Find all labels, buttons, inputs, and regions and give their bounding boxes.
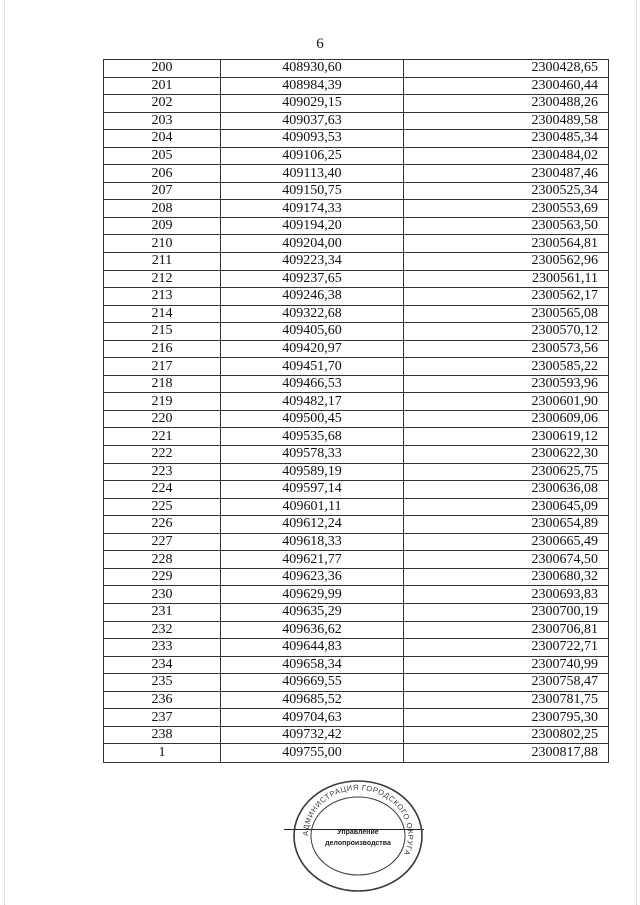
- stamp-line-1: Управление: [337, 829, 379, 836]
- x-coordinate-cell: 409322,68: [221, 305, 404, 323]
- point-number-cell: 215: [104, 323, 221, 341]
- table-row: [104, 568, 609, 586]
- x-coordinate-cell: 409150,75: [221, 182, 404, 200]
- point-number-cell: 217: [104, 358, 221, 376]
- x-coordinate-cell: 409669,55: [221, 674, 404, 692]
- table-row: [104, 691, 609, 709]
- x-coordinate-cell: 409174,33: [221, 200, 404, 218]
- y-coordinate-cell: 2300489,58: [404, 112, 609, 130]
- x-coordinate-cell: 409635,29: [221, 603, 404, 621]
- y-coordinate-cell: 2300485,34: [404, 130, 609, 148]
- point-number-cell: 203: [104, 112, 221, 130]
- y-coordinate-cell: 2300585,22: [404, 358, 609, 376]
- point-number-cell: 237: [104, 709, 221, 727]
- x-coordinate-cell: 409732,42: [221, 726, 404, 744]
- x-coordinate-cell: 408984,39: [221, 77, 404, 95]
- y-coordinate-cell: 2300564,81: [404, 235, 609, 253]
- table-row: [104, 674, 609, 692]
- point-number-cell: 221: [104, 428, 221, 446]
- y-coordinate-cell: 2300553,69: [404, 200, 609, 218]
- point-number-cell: 210: [104, 235, 221, 253]
- point-number-cell: 225: [104, 498, 221, 516]
- x-coordinate-cell: 409612,24: [221, 516, 404, 534]
- y-coordinate-cell: 2300562,96: [404, 253, 609, 271]
- x-coordinate-cell: 409597,14: [221, 481, 404, 499]
- table-row: [104, 481, 609, 499]
- coordinates-table: [103, 59, 609, 763]
- y-coordinate-cell: 2300525,34: [404, 182, 609, 200]
- point-number-cell: 226: [104, 516, 221, 534]
- table-row: [104, 410, 609, 428]
- table-row: [104, 112, 609, 130]
- table-row: [104, 323, 609, 341]
- table-row: [104, 217, 609, 235]
- x-coordinate-cell: 409037,63: [221, 112, 404, 130]
- y-coordinate-cell: 2300665,49: [404, 533, 609, 551]
- y-coordinate-cell: 2300563,50: [404, 217, 609, 235]
- point-number-cell: 202: [104, 95, 221, 113]
- x-coordinate-cell: 409685,52: [221, 691, 404, 709]
- table-row: [104, 639, 609, 657]
- table-row: [104, 586, 609, 604]
- official-stamp: [290, 778, 426, 894]
- table-row: [104, 533, 609, 551]
- point-number-cell: 214: [104, 305, 221, 323]
- x-coordinate-cell: 409420,97: [221, 340, 404, 358]
- x-coordinate-cell: 409629,99: [221, 586, 404, 604]
- table-row: [104, 446, 609, 464]
- table-row: [104, 603, 609, 621]
- y-coordinate-cell: 2300622,30: [404, 446, 609, 464]
- point-number-cell: 204: [104, 130, 221, 148]
- x-coordinate-cell: 409636,62: [221, 621, 404, 639]
- y-coordinate-cell: 2300601,90: [404, 393, 609, 411]
- y-coordinate-cell: 2300706,81: [404, 621, 609, 639]
- point-number-cell: 230: [104, 586, 221, 604]
- point-number-cell: 212: [104, 270, 221, 288]
- y-coordinate-cell: 2300487,46: [404, 165, 609, 183]
- point-number-cell: 211: [104, 253, 221, 271]
- table-row: [104, 130, 609, 148]
- point-number-cell: 201: [104, 77, 221, 95]
- table-row: [104, 235, 609, 253]
- point-number-cell: 213: [104, 288, 221, 306]
- table-row: [104, 551, 609, 569]
- point-number-cell: 238: [104, 726, 221, 744]
- table-row: [104, 498, 609, 516]
- x-coordinate-cell: 409704,63: [221, 709, 404, 727]
- point-number-cell: 236: [104, 691, 221, 709]
- table-row: [104, 726, 609, 744]
- table-row: [104, 288, 609, 306]
- table-row: [104, 621, 609, 639]
- point-number-cell: 208: [104, 200, 221, 218]
- table-row: [104, 428, 609, 446]
- point-number-cell: 223: [104, 463, 221, 481]
- point-number-cell: 218: [104, 375, 221, 393]
- y-coordinate-cell: 2300565,08: [404, 305, 609, 323]
- y-coordinate-cell: 2300570,12: [404, 323, 609, 341]
- table-row: [104, 182, 609, 200]
- point-number-cell: 220: [104, 410, 221, 428]
- point-number-cell: 234: [104, 656, 221, 674]
- table-row: [104, 709, 609, 727]
- table-row: [104, 463, 609, 481]
- table-row: [104, 200, 609, 218]
- x-coordinate-cell: 408930,60: [221, 60, 404, 78]
- x-coordinate-cell: 409223,34: [221, 253, 404, 271]
- x-coordinate-cell: 409482,17: [221, 393, 404, 411]
- x-coordinate-cell: 409658,34: [221, 656, 404, 674]
- x-coordinate-cell: 409405,60: [221, 323, 404, 341]
- table-row: [104, 77, 609, 95]
- x-coordinate-cell: 409623,36: [221, 568, 404, 586]
- point-number-cell: 235: [104, 674, 221, 692]
- scan-edge-right: [636, 0, 637, 905]
- x-coordinate-cell: 409029,15: [221, 95, 404, 113]
- point-number-cell: 219: [104, 393, 221, 411]
- x-coordinate-cell: 409500,45: [221, 410, 404, 428]
- point-number-cell: 216: [104, 340, 221, 358]
- x-coordinate-cell: 409644,83: [221, 639, 404, 657]
- point-number-cell: 229: [104, 568, 221, 586]
- x-coordinate-cell: 409466,53: [221, 375, 404, 393]
- x-coordinate-cell: 409237,65: [221, 270, 404, 288]
- y-coordinate-cell: 2300593,96: [404, 375, 609, 393]
- table-row: [104, 744, 609, 763]
- point-number-cell: 206: [104, 165, 221, 183]
- y-coordinate-cell: 2300619,12: [404, 428, 609, 446]
- y-coordinate-cell: 2300758,47: [404, 674, 609, 692]
- table-row: [104, 375, 609, 393]
- table-row: [104, 340, 609, 358]
- table-row: [104, 165, 609, 183]
- coordinates-table-body: [104, 60, 609, 763]
- table-row: [104, 253, 609, 271]
- x-coordinate-cell: 409578,33: [221, 446, 404, 464]
- point-number-cell: 224: [104, 481, 221, 499]
- y-coordinate-cell: 2300700,19: [404, 603, 609, 621]
- x-coordinate-cell: 409618,33: [221, 533, 404, 551]
- point-number-cell: 231: [104, 603, 221, 621]
- point-number-cell: 222: [104, 446, 221, 464]
- y-coordinate-cell: 2300654,89: [404, 516, 609, 534]
- x-coordinate-cell: 409451,70: [221, 358, 404, 376]
- y-coordinate-cell: 2300561,11: [404, 270, 609, 288]
- y-coordinate-cell: 2300562,17: [404, 288, 609, 306]
- point-number-cell: 232: [104, 621, 221, 639]
- y-coordinate-cell: 2300781,75: [404, 691, 609, 709]
- y-coordinate-cell: 2300625,75: [404, 463, 609, 481]
- stamp-ring-text: АДМИНИСТРАЦИЯ ГОРОДСКОГО ОКРУГА: [300, 782, 416, 858]
- y-coordinate-cell: 2300680,32: [404, 568, 609, 586]
- stamp-line-2: делопроизводства: [325, 840, 391, 847]
- point-number-cell: 1: [104, 744, 221, 763]
- table-row: [104, 393, 609, 411]
- point-number-cell: 205: [104, 147, 221, 165]
- table-row: [104, 358, 609, 376]
- x-coordinate-cell: 409204,00: [221, 235, 404, 253]
- table-row: [104, 60, 609, 78]
- x-coordinate-cell: 409093,53: [221, 130, 404, 148]
- y-coordinate-cell: 2300674,50: [404, 551, 609, 569]
- x-coordinate-cell: 409601,11: [221, 498, 404, 516]
- x-coordinate-cell: 409113,40: [221, 165, 404, 183]
- point-number-cell: 228: [104, 551, 221, 569]
- y-coordinate-cell: 2300636,08: [404, 481, 609, 499]
- x-coordinate-cell: 409246,38: [221, 288, 404, 306]
- x-coordinate-cell: 409621,77: [221, 551, 404, 569]
- y-coordinate-cell: 2300740,99: [404, 656, 609, 674]
- point-number-cell: 207: [104, 182, 221, 200]
- table-row: [104, 147, 609, 165]
- point-number-cell: 233: [104, 639, 221, 657]
- table-row: [104, 270, 609, 288]
- y-coordinate-cell: 2300817,88: [404, 744, 609, 763]
- table-row: [104, 95, 609, 113]
- point-number-cell: 209: [104, 217, 221, 235]
- point-number-cell: 200: [104, 60, 221, 78]
- x-coordinate-cell: 409194,20: [221, 217, 404, 235]
- y-coordinate-cell: 2300428,65: [404, 60, 609, 78]
- scan-edge-left: [4, 0, 5, 905]
- y-coordinate-cell: 2300460,44: [404, 77, 609, 95]
- x-coordinate-cell: 409535,68: [221, 428, 404, 446]
- page-number: 6: [316, 36, 324, 52]
- y-coordinate-cell: 2300795,30: [404, 709, 609, 727]
- y-coordinate-cell: 2300573,56: [404, 340, 609, 358]
- y-coordinate-cell: 2300722,71: [404, 639, 609, 657]
- y-coordinate-cell: 2300802,25: [404, 726, 609, 744]
- point-number-cell: 227: [104, 533, 221, 551]
- y-coordinate-cell: 2300484,02: [404, 147, 609, 165]
- y-coordinate-cell: 2300488,26: [404, 95, 609, 113]
- x-coordinate-cell: 409589,19: [221, 463, 404, 481]
- table-row: [104, 305, 609, 323]
- y-coordinate-cell: 2300609,06: [404, 410, 609, 428]
- y-coordinate-cell: 2300645,09: [404, 498, 609, 516]
- table-row: [104, 516, 609, 534]
- x-coordinate-cell: 409106,25: [221, 147, 404, 165]
- x-coordinate-cell: 409755,00: [221, 744, 404, 763]
- y-coordinate-cell: 2300693,83: [404, 586, 609, 604]
- table-row: [104, 656, 609, 674]
